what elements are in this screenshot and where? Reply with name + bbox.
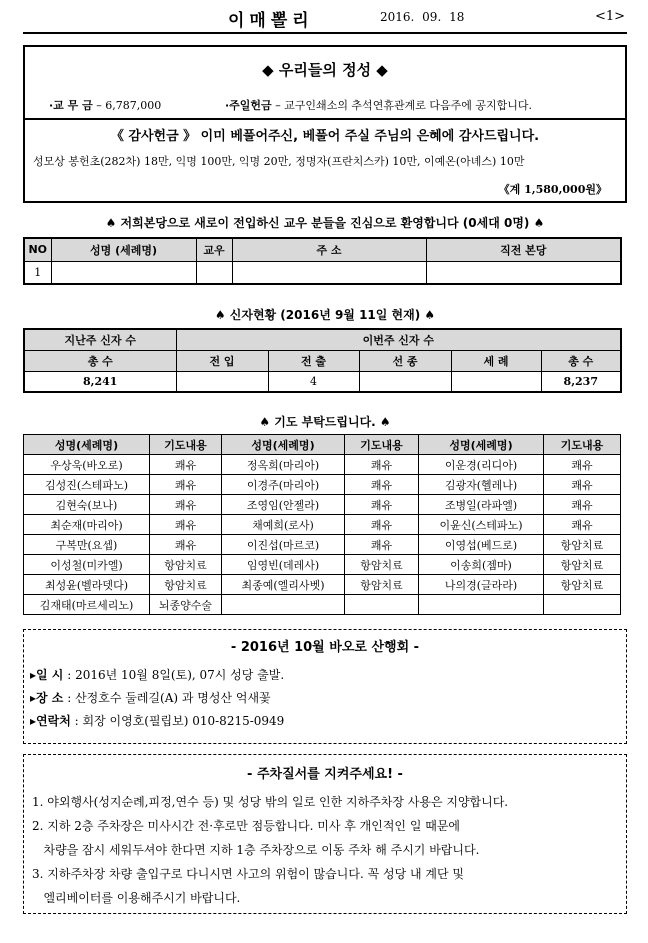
transfer-in-value: [176, 371, 268, 392]
prayer-name-cell: 나의경(글라라): [419, 575, 544, 595]
offering-box: [23, 45, 627, 203]
prayer-name-cell: 채예희(로사): [222, 515, 345, 535]
prayer-intent-cell: 쾌유: [150, 495, 222, 515]
prayer-intent-cell: 항암치료: [544, 535, 621, 555]
table-row: [24, 475, 621, 495]
prayer-name-cell: 조영임(안젤라): [222, 495, 345, 515]
prayer-table: [23, 434, 621, 615]
prayer-name-cell: 구복만(요셉): [24, 535, 150, 555]
prayer-name-cell: 이진섭(마르코): [222, 535, 345, 555]
prayer-intent-cell: 쾌유: [544, 455, 621, 475]
prayer-name-cell: 이경주(마리아): [222, 475, 345, 495]
divider: [25, 118, 625, 120]
pilgrimage-item: [30, 712, 284, 729]
sunday-label: ·주일헌금: [225, 99, 272, 112]
prayer-intent-cell: 쾌유: [345, 535, 419, 555]
believers-title: ♠ 신자현황 (2016년 9월 11일 현재) ♠: [214, 308, 436, 322]
prayer-name-cell: 우상욱(바오로): [24, 455, 150, 475]
prayer-intent-cell: 쾌유: [150, 515, 222, 535]
prayer-intent-cell: 뇌종양수술: [150, 595, 222, 615]
prayer-name-cell: 최종예(엘리사벳): [222, 575, 345, 595]
col-name: 성명(세례명): [222, 435, 345, 455]
col-total: 총 수: [541, 350, 621, 371]
prayer-name-cell: 이송희(젬마): [419, 555, 544, 575]
col-name: 성명 (세례명): [51, 238, 196, 261]
col-prayer: 기도내용: [544, 435, 621, 455]
col-transfer-in: 전 입: [176, 350, 268, 371]
item-value: : 2016년 10월 8일(토), 07시 성당 출발.: [67, 668, 285, 682]
parking-line: 3. 지하주차장 차량 출입구로 다니시면 사고의 위험이 많습니다. 꼭 성당 내 계단 및: [32, 867, 464, 881]
prayer-intent-cell: [544, 595, 621, 615]
welcome-table: [23, 237, 622, 285]
parking-box: [23, 754, 627, 914]
item-value: : 산정호수 둘레길(A) 과 명성산 억새꽃: [67, 691, 271, 705]
prayer-intent-cell: 항암치료: [544, 575, 621, 595]
table-header-row: [24, 238, 621, 261]
col-transfer-out: 전 출: [268, 350, 359, 371]
prayer-intent-cell: [345, 595, 419, 615]
this-week-label: 이번주 신자 수: [176, 329, 621, 350]
prayer-intent-cell: 쾌유: [345, 515, 419, 535]
prayer-intent-cell: 항암치료: [150, 555, 222, 575]
prayer-name-cell: 최성윤(벨라뎃다): [24, 575, 150, 595]
col-prayer: 기도내용: [345, 435, 419, 455]
deceased-value: [359, 371, 451, 392]
table-header-row: [24, 435, 621, 455]
welcome-title: ♠ 저희본당으로 새로이 전입하신 교우 분들을 진심으로 환영합니다 (0세대 0명) ♠: [105, 216, 545, 230]
prayer-name-cell: 이윤신(스테파노): [419, 515, 544, 535]
item-label: ▸장 소: [30, 691, 64, 705]
believers-table: [23, 328, 622, 393]
parking-title: - 주차질서를 지켜주세요! -: [247, 767, 403, 782]
parking-line: 2. 지하 2층 주차장은 미사시간 전·후로만 점등합니다. 미사 후 개인적인 일 때문에: [32, 819, 461, 833]
cell: 1: [24, 261, 51, 284]
pilgrimage-title: - 2016년 10월 바오로 산행회 -: [230, 640, 420, 655]
item-label: ▸일 시: [30, 668, 64, 682]
prayer-intent-cell: 쾌유: [544, 495, 621, 515]
parking-line: 엘리베이터를 이용해주시기 바랍니다.: [32, 891, 241, 905]
prayer-name-cell: 김성진(스테파노): [24, 475, 150, 495]
prayer-title: ♠ 기도 부탁드립니다. ♠: [259, 415, 391, 429]
table-row: [24, 575, 621, 595]
prayer-name-cell: 김재태(마르세리노): [24, 595, 150, 615]
tithe-line: [49, 97, 161, 113]
prayer-name-cell: 조병일(라파엘): [419, 495, 544, 515]
table-row: [24, 555, 621, 575]
prayer-name-cell: 이영섭(베드로): [419, 535, 544, 555]
cell: [51, 261, 196, 284]
parking-line: 1. 야외행사(성지순례,피정,연수 등) 및 성당 밖의 일로 인한 지하주차장 사용은 지양합니다.: [32, 795, 509, 809]
prayer-name-cell: 김현숙(보나): [24, 495, 150, 515]
thanks-list: 성모상 봉헌초(282차) 18만, 익명 100만, 익명 20만, 정명자(프란치스카) 10만, 이예온(아녜스) 10만: [33, 155, 525, 168]
sunday-value: – 교구인쇄소의 추석연휴관계로 다음주에 공지합니다.: [275, 99, 532, 112]
prayer-name-cell: 이운경(리디아): [419, 455, 544, 475]
cell: [232, 261, 426, 284]
col-prev-parish: 직전 본당: [426, 238, 621, 261]
cell: [196, 261, 232, 284]
table-row: [24, 455, 621, 475]
bulletin-title: 이매뽈리: [228, 11, 314, 31]
page-number: <1>: [595, 9, 626, 24]
prayer-intent-cell: 쾌유: [150, 535, 222, 555]
prayer-name-cell: [222, 595, 345, 615]
total-value: 8,237: [541, 371, 621, 392]
table-row: [24, 535, 621, 555]
bulletin-date: 2016. 09. 18: [380, 10, 465, 24]
item-label: ▸연락처: [30, 714, 71, 728]
thanks-title: 《 감사헌금 》 이미 베풀어주신, 베풀어 주실 주님의 은혜에 감사드립니다.: [110, 129, 540, 144]
parking-line: 차량을 잠시 세워두셔야 한다면 지하 1층 주차장으로 이동 주차 해 주시기 바랍니다.: [32, 843, 480, 857]
prayer-intent-cell: 항암치료: [150, 575, 222, 595]
col-address: 주 소: [232, 238, 426, 261]
cell: [426, 261, 621, 284]
item-value: : 회장 이영호(필립보) 010-8215-0949: [74, 714, 285, 728]
prayer-name-cell: 정옥희(마리아): [222, 455, 345, 475]
table-row: [24, 595, 621, 615]
prayer-intent-cell: 쾌유: [150, 455, 222, 475]
table-row: [24, 371, 621, 392]
pilgrimage-box: [23, 629, 627, 744]
table-row: [24, 515, 621, 535]
prayer-name-cell: 최순재(마리아): [24, 515, 150, 535]
col-parishioner: 교우: [196, 238, 232, 261]
table-header-row: [24, 329, 621, 350]
last-total-value: 8,241: [24, 371, 176, 392]
page-header: [23, 0, 627, 34]
tithe-label: ·교 무 금: [49, 99, 93, 112]
prayer-intent-cell: 항암치료: [345, 555, 419, 575]
prayer-intent-cell: 쾌유: [345, 455, 419, 475]
prayer-name-cell: [419, 595, 544, 615]
last-total-label: 총 수: [24, 350, 176, 371]
prayer-intent-cell: 쾌유: [345, 495, 419, 515]
col-name: 성명(세례명): [24, 435, 150, 455]
table-row: [24, 261, 621, 284]
pilgrimage-item: [30, 666, 284, 683]
last-week-label: 지난주 신자 수: [24, 329, 176, 350]
thanks-total: 《계 1,580,000원》: [498, 183, 607, 196]
prayer-intent-cell: 항암치료: [345, 575, 419, 595]
col-baptism: 세 례: [451, 350, 541, 371]
transfer-out-value: 4: [268, 371, 359, 392]
prayer-intent-cell: 항암치료: [544, 555, 621, 575]
prayer-name-cell: 이성철(미카엘): [24, 555, 150, 575]
prayer-intent-cell: 쾌유: [345, 475, 419, 495]
prayer-intent-cell: 쾌유: [544, 475, 621, 495]
tithe-value: – 6,787,000: [96, 99, 162, 112]
offering-title: ◆ 우리들의 정성 ◆: [262, 61, 388, 79]
prayer-name-cell: 임영빈(데레사): [222, 555, 345, 575]
prayer-intent-cell: 쾌유: [544, 515, 621, 535]
col-prayer: 기도내용: [150, 435, 222, 455]
col-deceased: 선 종: [359, 350, 451, 371]
table-row: [24, 495, 621, 515]
sunday-line: [225, 97, 532, 113]
baptism-value: [451, 371, 541, 392]
table-header-row: [24, 350, 621, 371]
prayer-name-cell: 김광자(헬레나): [419, 475, 544, 495]
prayer-intent-cell: 쾌유: [150, 475, 222, 495]
col-no: NO: [24, 238, 51, 261]
pilgrimage-item: [30, 689, 271, 706]
col-name: 성명(세례명): [419, 435, 544, 455]
